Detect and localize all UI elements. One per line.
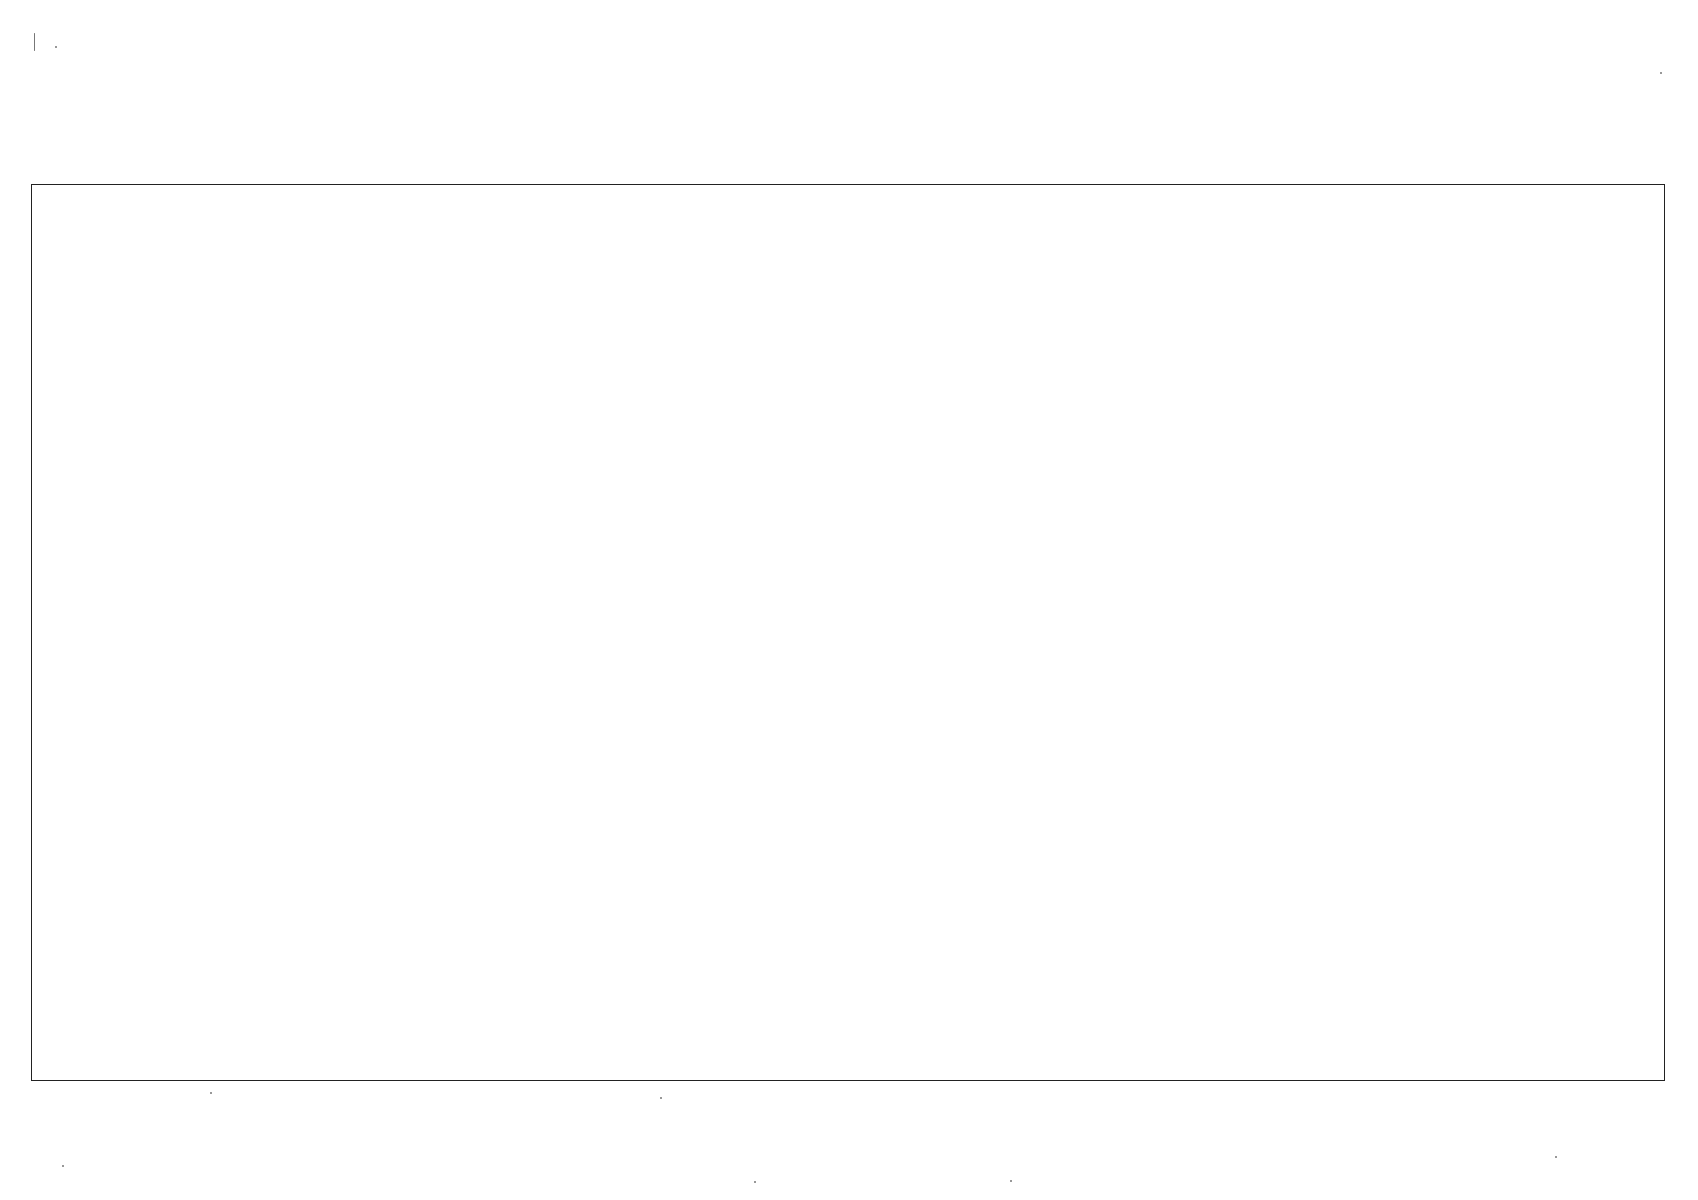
data-table — [31, 184, 1665, 1081]
scan-speck — [55, 46, 57, 48]
scan-speck — [660, 1097, 662, 1099]
scan-speck — [754, 1181, 756, 1183]
scan-speck — [210, 1092, 212, 1094]
scan-speck — [34, 33, 35, 51]
scan-speck — [62, 1165, 64, 1167]
scan-speck — [1660, 72, 1662, 74]
scan-speck — [1555, 1156, 1557, 1158]
scan-speck — [1010, 1180, 1012, 1182]
